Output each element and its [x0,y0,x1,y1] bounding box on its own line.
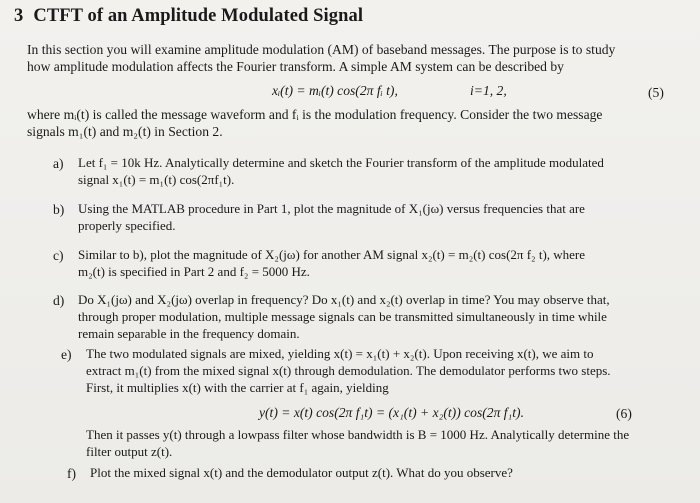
after-eq5-line-2: signals m₁(t) and m₂(t) in Section 2. [27,124,223,139]
intro-line-2: how amplitude modulation affects the Fourier transform. A simple AM system can be described by [27,59,564,74]
after-eq6-line-1: Then it passes y(t) through a lowpass filter whose bandwidth is B = 1000 Hz. Analytically determine the [86,427,630,442]
intro-line-1: In this section you will examine amplitude modulation (AM) of baseband messages. The purpose is to study [27,42,616,57]
item-f-text: Plot the mixed signal x(t) and the demodulator output z(t). What do you observe? [90,465,513,480]
item-e-label: e) [61,347,72,362]
section-number: 3 [14,6,24,26]
item-a-line-2: signal x₁(t) = m₁(t) cos(2πf₁t). [78,172,235,187]
item-d-label: d) [53,293,65,308]
item-e-line-2: extract m₁(t) from the mixed signal x(t) through demodulation. The demodulator performs two steps. [86,363,611,378]
after-eq5-line-1: where mᵢ(t) is called the message waveform and fᵢ is the modulation frequency. Consider the two message [27,107,603,122]
item-c-line-2: m₂(t) is specified in Part 2 and f₂ = 5000 Hz. [78,264,310,279]
item-c-line-1: Similar to b), plot the magnitude of X₂(jω) for another AM signal x₂(t) = m₂(t) cos(2π f₂ t), where [78,247,586,262]
item-d-line-3: remain separable in the frequency domain. [78,326,300,341]
item-b-line-2: properly specified. [78,218,176,233]
item-e-line-1: The two modulated signals are mixed, yielding x(t) = x₁(t) + x₂(t). Upon receiving x(t), we aim to [86,346,594,361]
equation-6-number: (6) [616,406,632,421]
item-c-label: c) [53,248,64,263]
equation-6: y(t) = x(t) cos(2π f₁t) = (x₁(t) + x₂(t)) cos(2π f₁t). [259,405,524,420]
item-d-line-1: Do X₁(jω) and X₂(jω) overlap in frequency? Do x₁(t) and x₂(t) overlap in time? You may observe that, [78,292,610,307]
item-b-label: b) [53,202,65,217]
equation-5: xᵢ(t) = mᵢ(t) cos(2π fᵢ t), [272,83,398,98]
equation-5-index: i=1, 2, [470,83,507,98]
section-title-text: CTFT of an Amplitude Modulated Signal [33,6,364,26]
after-eq6-line-2: filter output z(t). [86,444,173,459]
item-f-label: f) [67,466,77,481]
item-a-line-1: Let f₁ = 10k Hz. Analytically determine and sketch the Fourier transform of the amplitude modulated [78,155,604,170]
item-d-line-2: through proper modulation, multiple message signals can be transmitted simultaneously in time while [78,309,607,324]
item-b-line-1: Using the MATLAB procedure in Part 1, plot the magnitude of X₁(jω) versus frequencies that are [78,201,585,216]
item-e-line-3: First, it multiplies x(t) with the carrier at f₁ again, yielding [86,380,389,395]
equation-5-number: (5) [648,85,664,100]
item-a-label: a) [53,156,64,171]
section-heading [14,6,363,27]
